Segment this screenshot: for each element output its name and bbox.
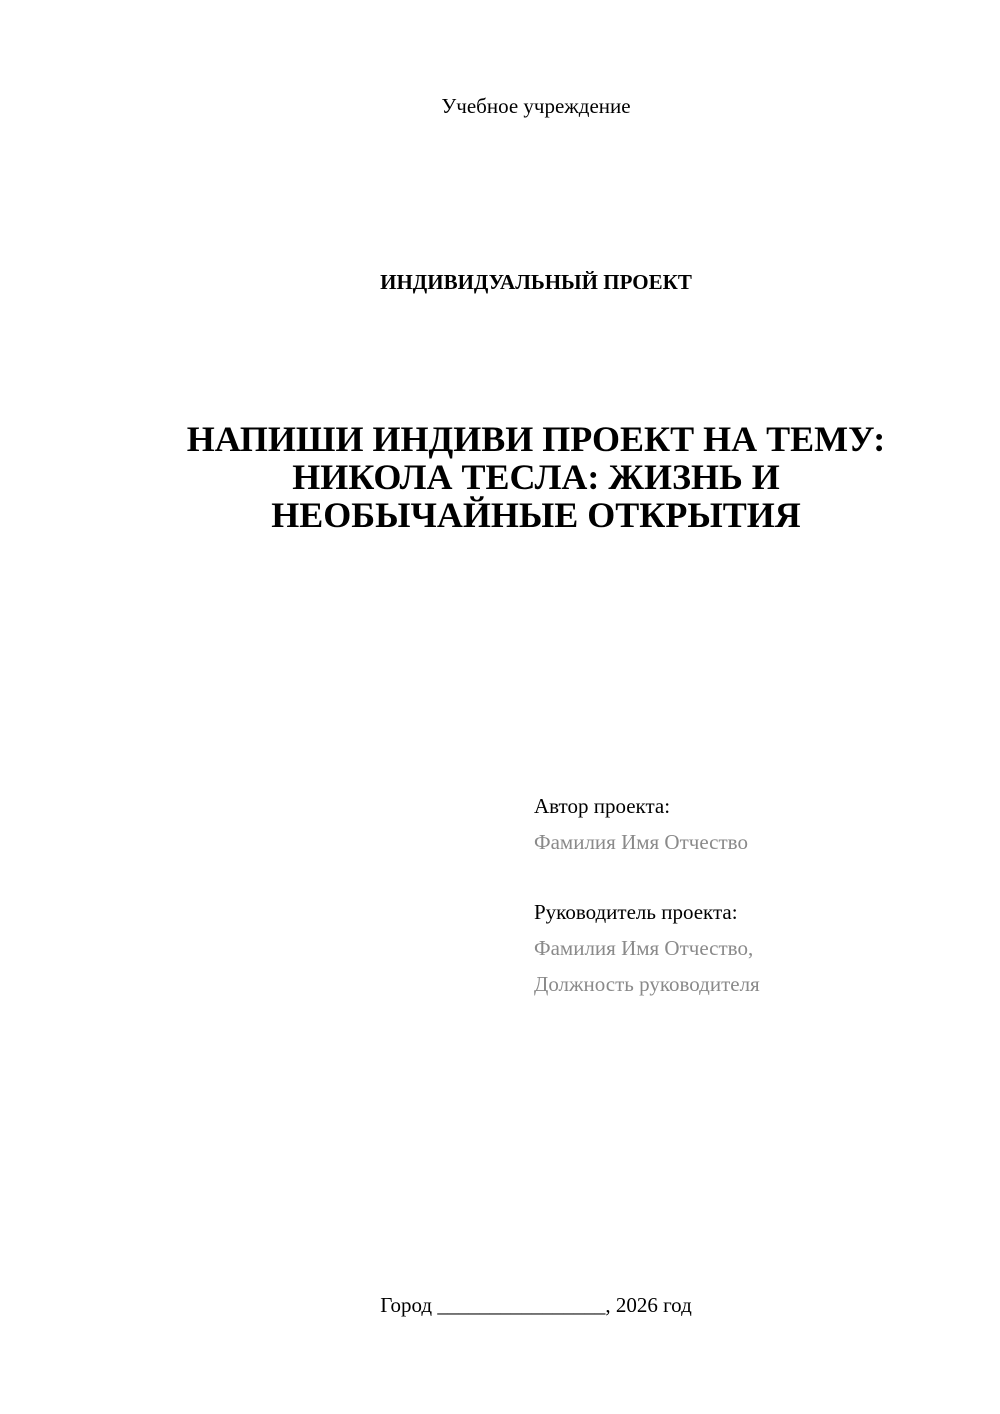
author-name: Фамилия Имя Отчество xyxy=(534,830,748,854)
city-year-line xyxy=(0,1291,1000,1319)
supervisor-label: Руководитель проекта: xyxy=(534,900,738,924)
year-text: , 2026 год xyxy=(605,1293,692,1317)
project-meta xyxy=(534,788,974,1002)
meta-spacer xyxy=(534,860,974,894)
project-title: НАПИШИ ИНДИВИ ПРОЕКТ НА ТЕМУ: НИКОЛА ТЕСЛА: ЖИЗНЬ И НЕОБЫЧАЙНЫЕ ОТКРЫТИЯ xyxy=(186,419,886,535)
city-label: Город xyxy=(380,1293,433,1317)
institution-name: Учебное учреждение xyxy=(441,94,631,118)
supervisor-position: Должность руководителя xyxy=(534,972,760,996)
supervisor-name: Фамилия Имя Отчество, xyxy=(534,936,754,960)
city-blank: ________________ xyxy=(437,1293,606,1317)
document-type: ИНДИВИДУАЛЬНЫЙ ПРОЕКТ xyxy=(380,270,692,294)
author-label: Автор проекта: xyxy=(534,794,671,818)
